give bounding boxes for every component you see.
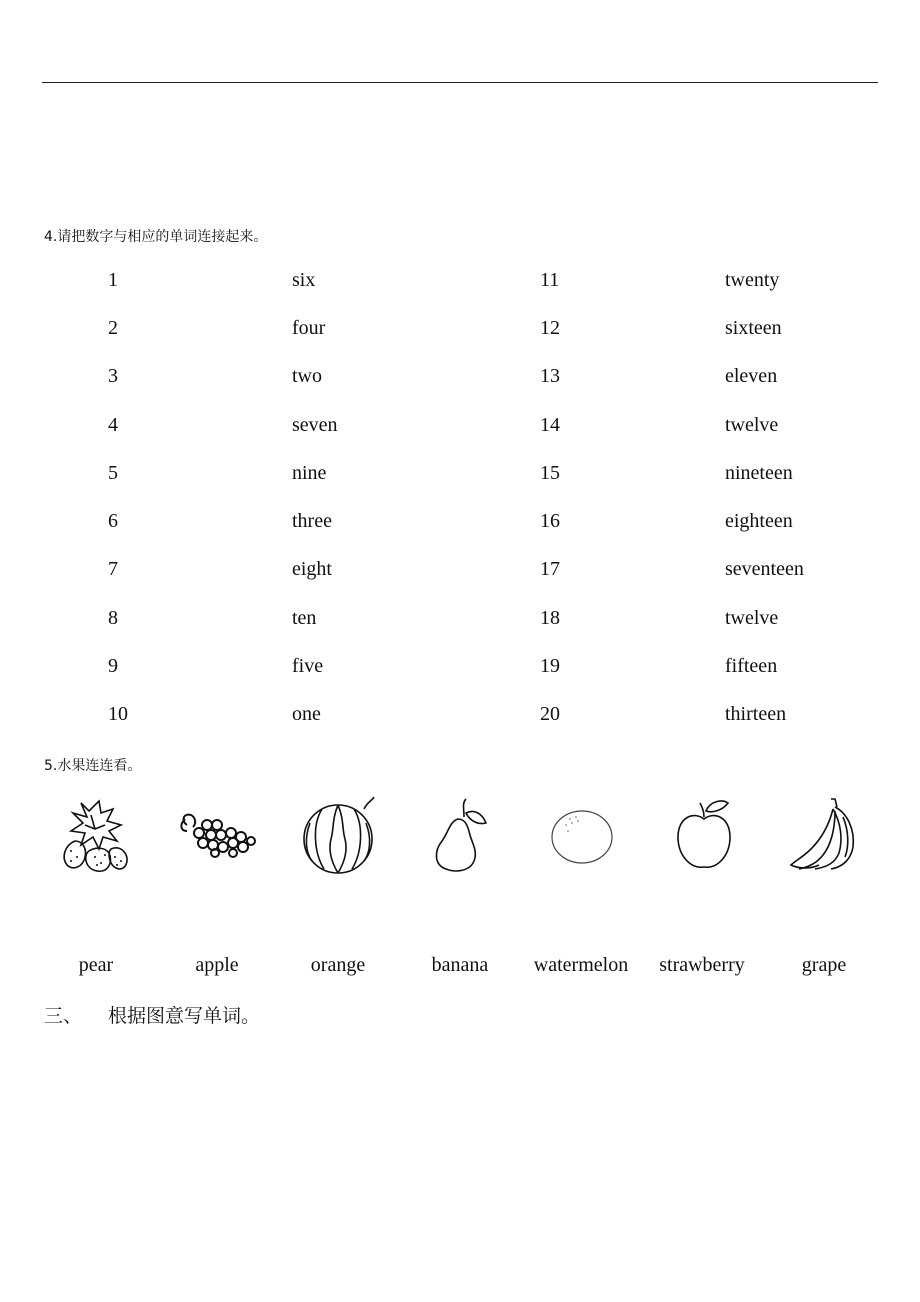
word-left: five bbox=[292, 655, 324, 677]
q4-title: 4.请把数字与相应的单词连接起来。 bbox=[44, 229, 268, 245]
number-right: 17 bbox=[540, 558, 560, 580]
q5-title: 5.水果连连看。 bbox=[44, 758, 142, 774]
watermelon-icon bbox=[298, 795, 378, 875]
word-right: eleven bbox=[725, 365, 778, 387]
header-rule bbox=[42, 82, 878, 83]
banana-icon bbox=[785, 795, 865, 875]
section-3-title: 根据图意写单词。 bbox=[108, 1005, 261, 1027]
number-right: 19 bbox=[540, 655, 560, 677]
word-left: nine bbox=[292, 462, 327, 484]
number-left: 2 bbox=[108, 317, 118, 339]
number-left: 10 bbox=[108, 703, 128, 725]
number-right: 15 bbox=[540, 462, 560, 484]
table-row bbox=[0, 269, 920, 299]
word-left: three bbox=[292, 510, 332, 532]
table-row bbox=[0, 607, 920, 637]
number-right: 18 bbox=[540, 607, 560, 629]
table-row bbox=[0, 510, 920, 540]
word-right: twenty bbox=[725, 269, 780, 291]
number-left: 6 bbox=[108, 510, 118, 532]
number-left: 5 bbox=[108, 462, 118, 484]
table-row bbox=[0, 414, 920, 444]
fruit-word: grape bbox=[801, 954, 847, 976]
pear-icon bbox=[420, 795, 500, 875]
word-left: eight bbox=[292, 558, 332, 580]
word-right: fifteen bbox=[725, 655, 778, 677]
strawberry-icon bbox=[55, 795, 135, 875]
word-right: seventeen bbox=[725, 558, 804, 580]
word-right: twelve bbox=[725, 414, 779, 436]
number-right: 16 bbox=[540, 510, 560, 532]
fruit-word: orange bbox=[310, 954, 366, 976]
word-right: twelve bbox=[725, 607, 779, 629]
table-row bbox=[0, 655, 920, 685]
fruit-word: apple bbox=[195, 954, 239, 976]
number-right: 11 bbox=[540, 269, 560, 291]
table-row bbox=[0, 317, 920, 347]
grape-icon bbox=[177, 795, 257, 875]
word-right: eighteen bbox=[725, 510, 793, 532]
table-row bbox=[0, 703, 920, 733]
word-left: two bbox=[292, 365, 322, 387]
table-row bbox=[0, 558, 920, 588]
apple-icon bbox=[664, 795, 744, 875]
word-left: one bbox=[292, 703, 321, 725]
number-left: 9 bbox=[108, 655, 118, 677]
number-right: 12 bbox=[540, 317, 560, 339]
fruit-word: pear bbox=[78, 954, 114, 976]
word-right: sixteen bbox=[725, 317, 782, 339]
fruit-word: strawberry bbox=[659, 954, 745, 976]
word-left: four bbox=[292, 317, 326, 339]
word-left: six bbox=[292, 269, 316, 291]
word-right: nineteen bbox=[725, 462, 793, 484]
word-right: thirteen bbox=[725, 703, 787, 725]
number-left: 7 bbox=[108, 558, 118, 580]
word-left: seven bbox=[292, 414, 338, 436]
fruit-word: watermelon bbox=[533, 954, 629, 976]
fruit-word: banana bbox=[431, 954, 489, 976]
number-right: 13 bbox=[540, 365, 560, 387]
table-row bbox=[0, 365, 920, 395]
number-left: 8 bbox=[108, 607, 118, 629]
number-left: 3 bbox=[108, 365, 118, 387]
section-3-number: 三、 bbox=[44, 1005, 83, 1027]
orange-icon bbox=[542, 795, 622, 875]
number-left: 4 bbox=[108, 414, 118, 436]
table-row bbox=[0, 462, 920, 492]
number-left: 1 bbox=[108, 269, 118, 291]
number-right: 14 bbox=[540, 414, 560, 436]
section-3-heading bbox=[44, 1001, 260, 1028]
number-right: 20 bbox=[540, 703, 560, 725]
word-left: ten bbox=[292, 607, 317, 629]
